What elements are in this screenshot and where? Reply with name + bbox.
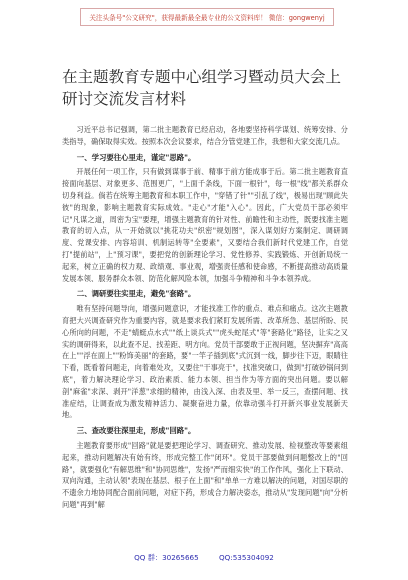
banner-text: 关注头条号"公文研究"，获得最新最全最专业的公文资料库！ 微信：gongwenyj (89, 14, 325, 22)
section-heading-3: 三、查改要往深里走，形成"回路"。 (76, 426, 196, 436)
document-body (62, 124, 348, 511)
section-3-paragraph: 主题教育要形成"回路"就是要把理论学习、调查研究、推动发展、检视整改等要素组起来，推动问题解决有始有终，形成完整工作"闭环"。党员干部要做到问题整改上的"回路"，就要强化"有解思维"和"协同思维"，发扬"严而细实快"的工作作风，强化上下联动、双向沟通，主动认领"表现在基层、根子在上面"和"单单一方难以解决的问题，对国尽职的不遗余力地协同配合面前问题，对症下药，形成合力解决姿态，推动从"发现问题"向"分析问题"再到"解 (62, 440, 348, 509)
section-heading-2: 二、调研要往实里走，避免"套路"。 (76, 289, 196, 299)
document-title: 在主题教育专题中心组学习暨动员大会上研讨交流发言材料 (62, 68, 342, 108)
section-2-paragraph: 唯有坚持问题导向，增强问题意识，才能找准工作的重点、难点和痛点。这次主题教育把大兴调查研究作为重要内容，就是要求我们紧盯发展所需、改革所急、基层所盼、民心所向的问题，不走"蜻蜓点水式""纸上谈兵式""虎头蛇尾式"等"套路化"路径，让实之又实的调研得来，以此查不足、找差距、明方向。党员干部要敢于正视问题，坚决摒弃"高高在上""浮在面上""粉饰美丽"的套路，要"一竿子插到底"式沉到一线，脚步往下迈，眼睛往下看，既看着问题走，向着难处攻，又要住"干事亮于"，找准突破口，做到"打破砂锅问到底"，着力解决理论学习、政治素质、能力本领、担当作为等方面的突出问题。要以解剖"麻雀"求深、剥开"洋葱"求细的精神，由浅入深、由表及里、举一反三，查摆问题、找准症结，让调查成为激发精神活力、凝聚奋进力量，依靠动强斗打开新兴事业发展新天地。 (62, 304, 348, 420)
footer-qq: QQ:535304092 (218, 553, 274, 562)
intro-paragraph: 习近平总书记强调，第二批主题教育已经启动，各地要坚持科学谋划、统筹安排、分类指导，确保取得实效。按照本次会议要求，结合分管党建工作，我想和大家交流几点。 (62, 125, 348, 146)
section-heading-1: 一、学习要往心里走，谨定"思路"。 (76, 152, 196, 162)
section-1-paragraph: 开展任何一项工作，只有做到谋事于前、精事于前方能成事于后。第二批主题教育直接面向基层、对象更多、范围更广，"上面千条线，下面一根针"，每一根"线"都关系群众切身利益。倘若在统筹主题教育和本职工作中，"穿错了针""引乱了线"，极易出现"顾此失彼"的现象，影响主题教育实际成效。"走心"才能"入心"。因此，广大党员干部必须牢记"凡谋之道，周密为宝"要理，增强主题教育的针对性、前瞻性和主动性，既要找准主题教育的切入点，从一开始就以"挑花功夫"织密"规划图"，深入谋划好方案制定、调研调度、党课安排、内容培训、机制运转等"全要素"，又要结合我们新时代党建工作，自觉打"提前站"，上"预习课"，要把党的创新理论学习、党性修养、实践锻炼、开创新局统一起来，树立正确的权力观、政绩观、事业观，增强责任感和使命感，不断提高推动高质量发展本领、服务群众本领、防范化解风险本领，加强斗争精神和斗争本领养成。 (62, 167, 348, 283)
header-banner (80, 8, 334, 26)
page-footer (0, 553, 408, 563)
footer-qq-group: QQ 群：30265665 (134, 553, 199, 562)
